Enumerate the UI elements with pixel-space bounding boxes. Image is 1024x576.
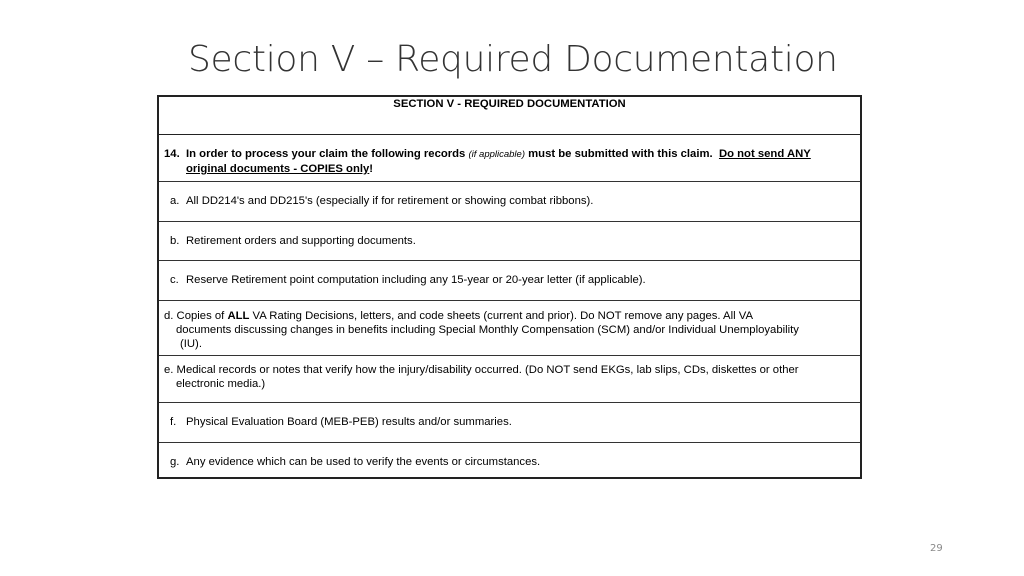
form-header: SECTION V - REQUIRED DOCUMENTATION	[159, 97, 860, 135]
item-14-instructions	[159, 135, 860, 182]
item-b-text: Retirement orders and supporting documents.	[186, 235, 416, 247]
item-d-prefix: d. Copies of	[164, 310, 228, 322]
item-14-if-applicable: (if applicable)	[468, 149, 525, 160]
item-14-exclamation: !	[369, 163, 374, 175]
item-c	[159, 261, 860, 301]
item-a-text: All DD214's and DD215's (especially if for retirement or showing combat ribbons).	[186, 195, 594, 207]
item-f-text: Physical Evaluation Board (MEB-PEB) results and/or summaries.	[186, 416, 512, 428]
item-d-text-3: (IU).	[180, 338, 202, 350]
item-a	[159, 182, 860, 222]
item-g-text: Any evidence which can be used to verify the events or circumstances.	[186, 456, 541, 468]
item-e	[159, 356, 860, 403]
item-g	[159, 443, 860, 481]
item-c-text: Reserve Retirement point computation including any 15-year or 20-year letter (if applicable).	[186, 274, 646, 286]
item-14-text-2: must be submitted with this claim.	[524, 148, 713, 160]
item-f-label: f.	[170, 416, 177, 428]
page-number: 29	[930, 543, 943, 554]
item-c-label: c.	[170, 274, 179, 286]
item-d	[159, 301, 860, 356]
item-14-warning-1: Do not send ANY	[718, 148, 811, 160]
required-documentation-form	[157, 95, 862, 479]
item-d-text-1: VA Rating Decisions, letters, and code sheets (current and prior). Do NOT remove any pages. All VA	[249, 310, 753, 322]
item-number: 14.	[164, 148, 180, 160]
item-b	[159, 222, 860, 261]
item-14-text: In order to process your claim the following records	[186, 148, 469, 160]
item-e-text-1: e. Medical records or notes that verify how the injury/disability occurred. (Do NOT send EKGs, lab slips, CDs, diskettes or other	[164, 364, 799, 376]
slide-title: Section V – Required Documentation	[188, 39, 838, 80]
item-d-bold: ALL	[227, 310, 250, 322]
item-d-text-2: documents discussing changes in benefits including Special Monthly Compensation (SCM) and/or Individual Unemployability	[176, 324, 799, 336]
item-a-label: a.	[170, 195, 180, 207]
item-14-warning-2: original documents - COPIES only	[186, 163, 370, 175]
item-b-label: b.	[170, 235, 180, 247]
item-f	[159, 403, 860, 443]
item-e-text-2: electronic media.)	[176, 378, 266, 390]
item-g-label: g.	[170, 456, 180, 468]
